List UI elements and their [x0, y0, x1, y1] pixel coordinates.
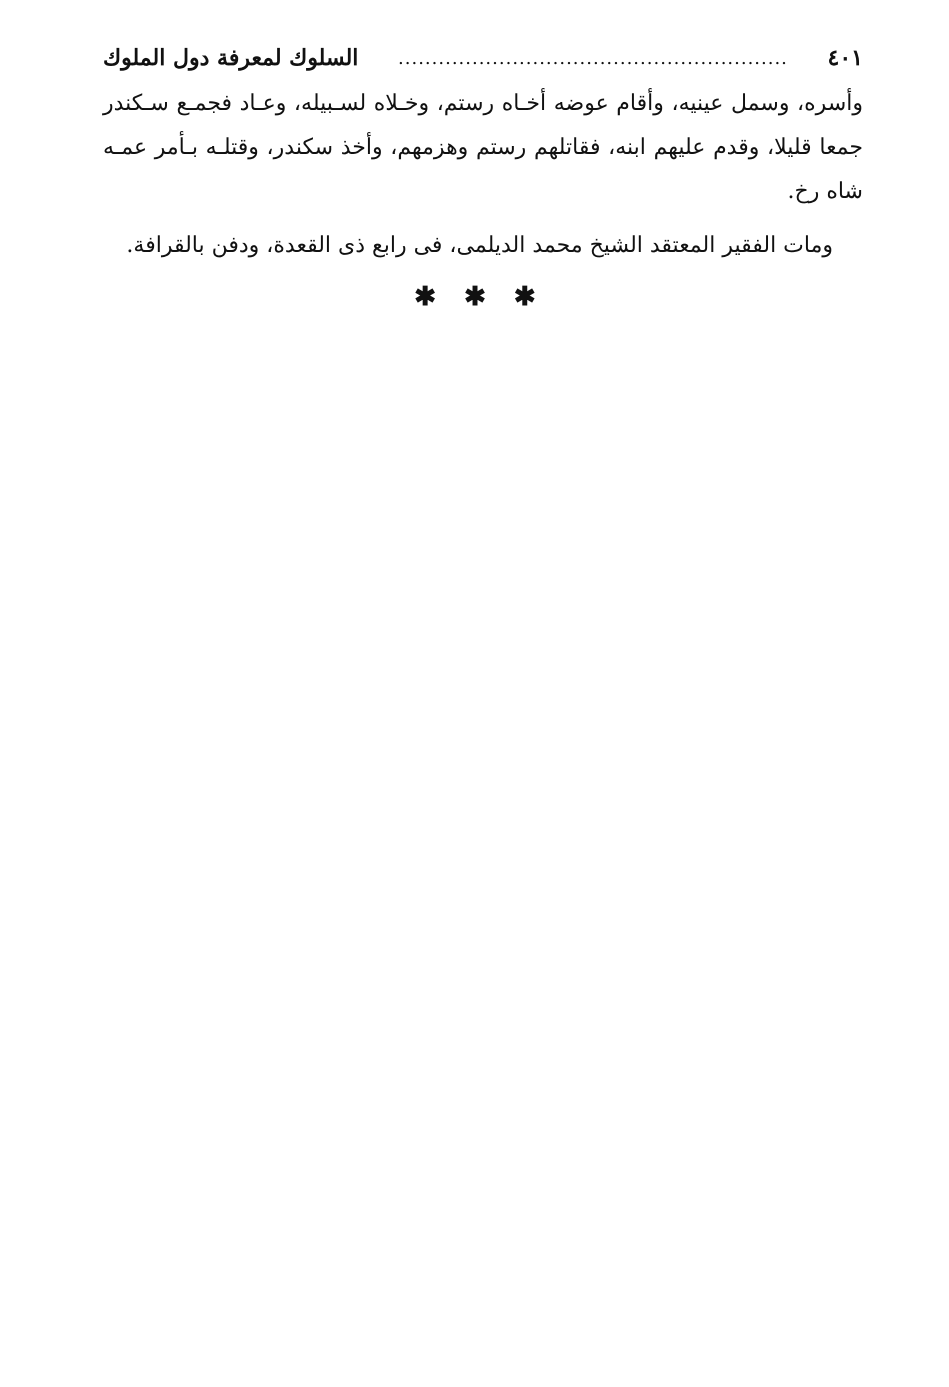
- asterisk-icon: ✱: [513, 282, 536, 312]
- paragraph-1-line: جمعا قليلا، وقدم عليهم ابنه، فقاتلهم رستم وهزمهم، وأخذ سكندر، وقتلـه بـأمر عمـه: [103, 135, 863, 160]
- paragraph-1-line: وأسره، وسمل عينيه، وأقام عوضه أخـاه رستم، وخـلاه لسـبيله، وعـاد فجمـع سـكندر: [103, 91, 863, 116]
- paragraph-2: ومات الفقير المعتقد الشيخ محمد الديلمى، فى رابع ذى القعدة، ودفن بالقرافة.: [126, 233, 833, 258]
- page-number: ٤٠١: [827, 45, 863, 71]
- header-leader-dots: ..........................................................: [398, 47, 788, 69]
- paragraph-1: [103, 82, 863, 214]
- section-separator: [380, 282, 570, 312]
- running-header-title: السلوك لمعرفة دول الملوك: [103, 45, 359, 71]
- asterisk-icon: ✱: [464, 282, 486, 312]
- asterisk-icon: ✱: [414, 282, 437, 312]
- paragraph-1-line: شاه رخ.: [787, 179, 863, 204]
- running-header: [103, 40, 863, 76]
